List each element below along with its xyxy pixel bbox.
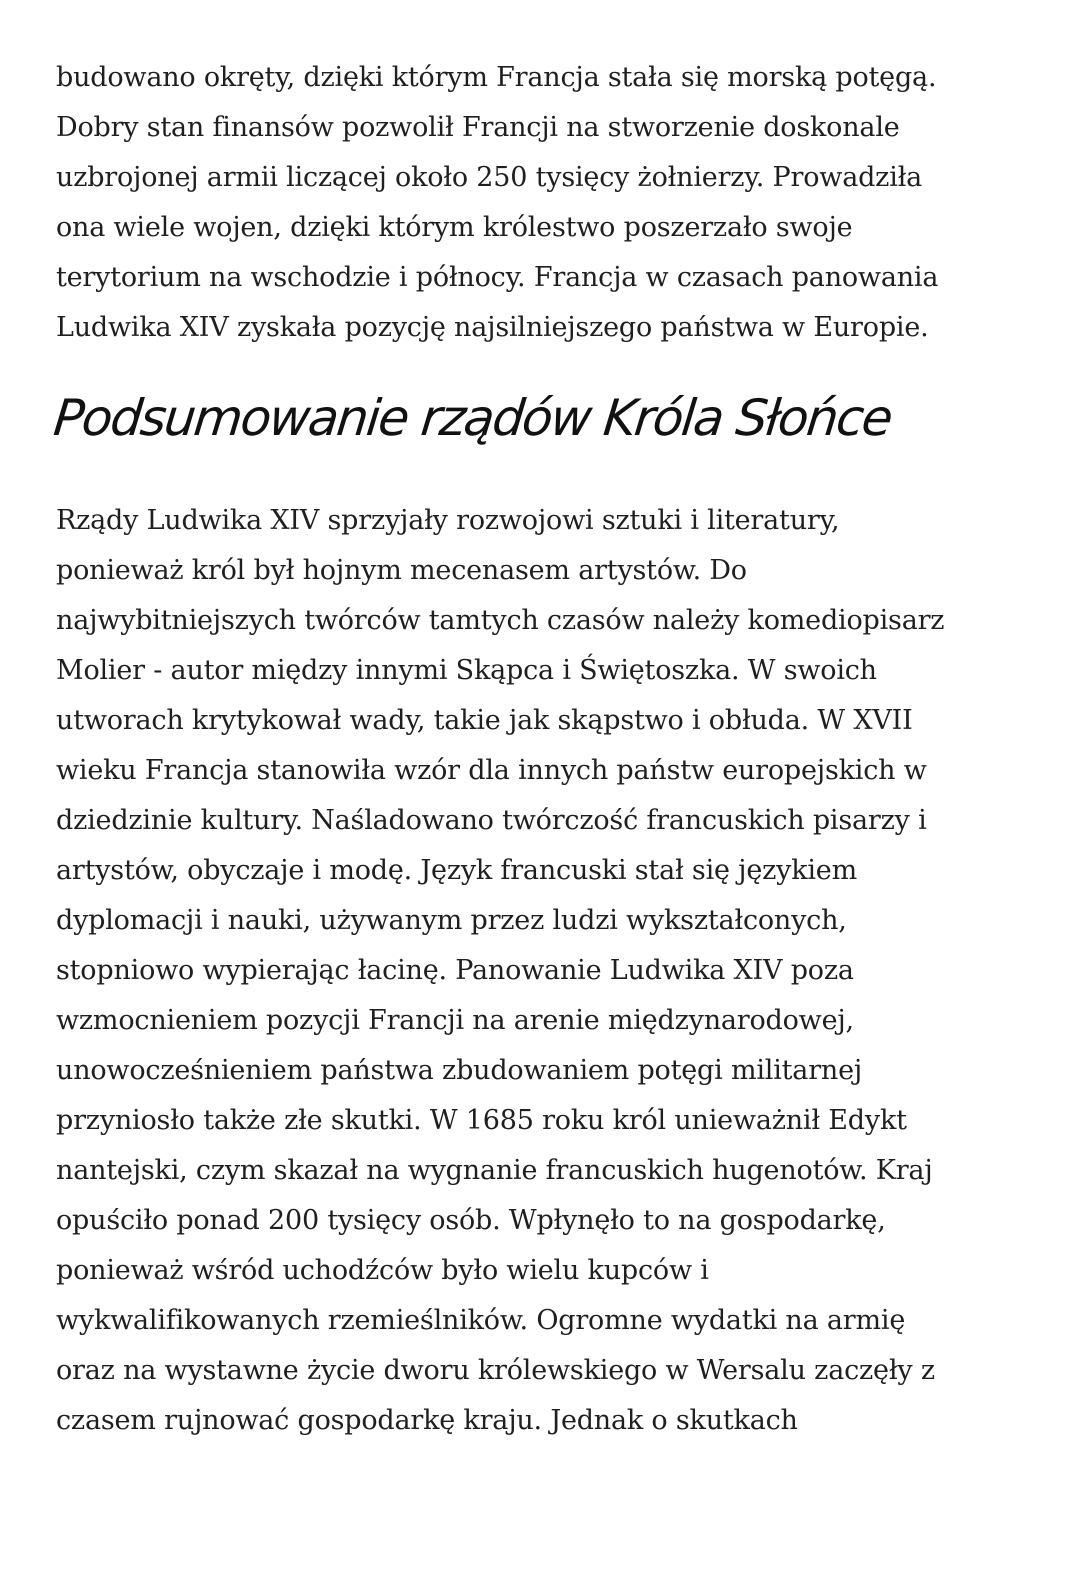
text-line: przyniosło także złe skutki. W 1685 roku król unieważnił Edykt [56,1105,907,1136]
text-line: oraz na wystawne życie dworu królewskiego w Wersalu zaczęły z [56,1355,935,1386]
text-line: najwybitniejszych twórców tamtych czasów należy komediopisarz [56,605,945,636]
text-line: Molier - autor między innymi Skąpca i Świętoszka. W swoich [56,655,877,686]
text-line: Ludwika XIV zyskała pozycję najsilniejszego państwa w Europie. [56,312,929,343]
text-line: nantejski, czym skazał na wygnanie francuskich hugenotów. Kraj [56,1155,933,1186]
text-line: stopniowo wypierając łacinę. Panowanie Ludwika XIV poza [56,955,854,986]
text-line: wieku Francja stanowiła wzór dla innych państw europejskich w [56,755,927,786]
text-line: ona wiele wojen, dzięki którym królestwo poszerzało swoje [56,212,853,243]
text-line: unowocześnieniem państwa zbudowaniem potęgi militarnej [56,1055,863,1086]
text-line: wykwalifikowanych rzemieślników. Ogromne wydatki na armię [56,1305,906,1336]
text-line: ponieważ wśród uchodźców było wielu kupców i [56,1255,709,1286]
text-line: wzmocnieniem pozycji Francji na arenie międzynarodowej, [56,1005,854,1036]
text-line: dyplomacji i nauki, używanym przez ludzi wykształconych, [56,905,847,936]
section-heading: Podsumowanie rządów Króla Słońce [50,389,894,447]
text-line: opuściło ponad 200 tysięcy osób. Wpłynęło to na gospodarkę, [56,1205,886,1236]
text-line: Dobry stan finansów pozwolił Francji na stworzenie doskonale [56,112,900,143]
text-line: Rządy Ludwika XIV sprzyjały rozwojowi sztuki i literatury, [56,505,840,536]
text-line: terytorium na wschodzie i północy. Francja w czasach panowania [56,262,939,293]
text-line: czasem rujnować gospodarkę kraju. Jednak o skutkach [56,1405,798,1436]
text-line: budowano okręty, dzięki którym Francja stała się morską potęgą. [56,62,937,93]
text-line: utworach krytykował wady, takie jak skąpstwo i obłuda. W XVII [56,705,913,736]
text-line: dziedzinie kultury. Naśladowano twórczość francuskich pisarzy i [56,805,927,836]
text-line: artystów, obyczaje i modę. Język francuski stał się językiem [56,855,857,886]
text-line: ponieważ król był hojnym mecenasem artystów. Do [56,555,747,586]
text-line: uzbrojonej armii liczącej około 250 tysięcy żołnierzy. Prowadziła [56,162,923,193]
